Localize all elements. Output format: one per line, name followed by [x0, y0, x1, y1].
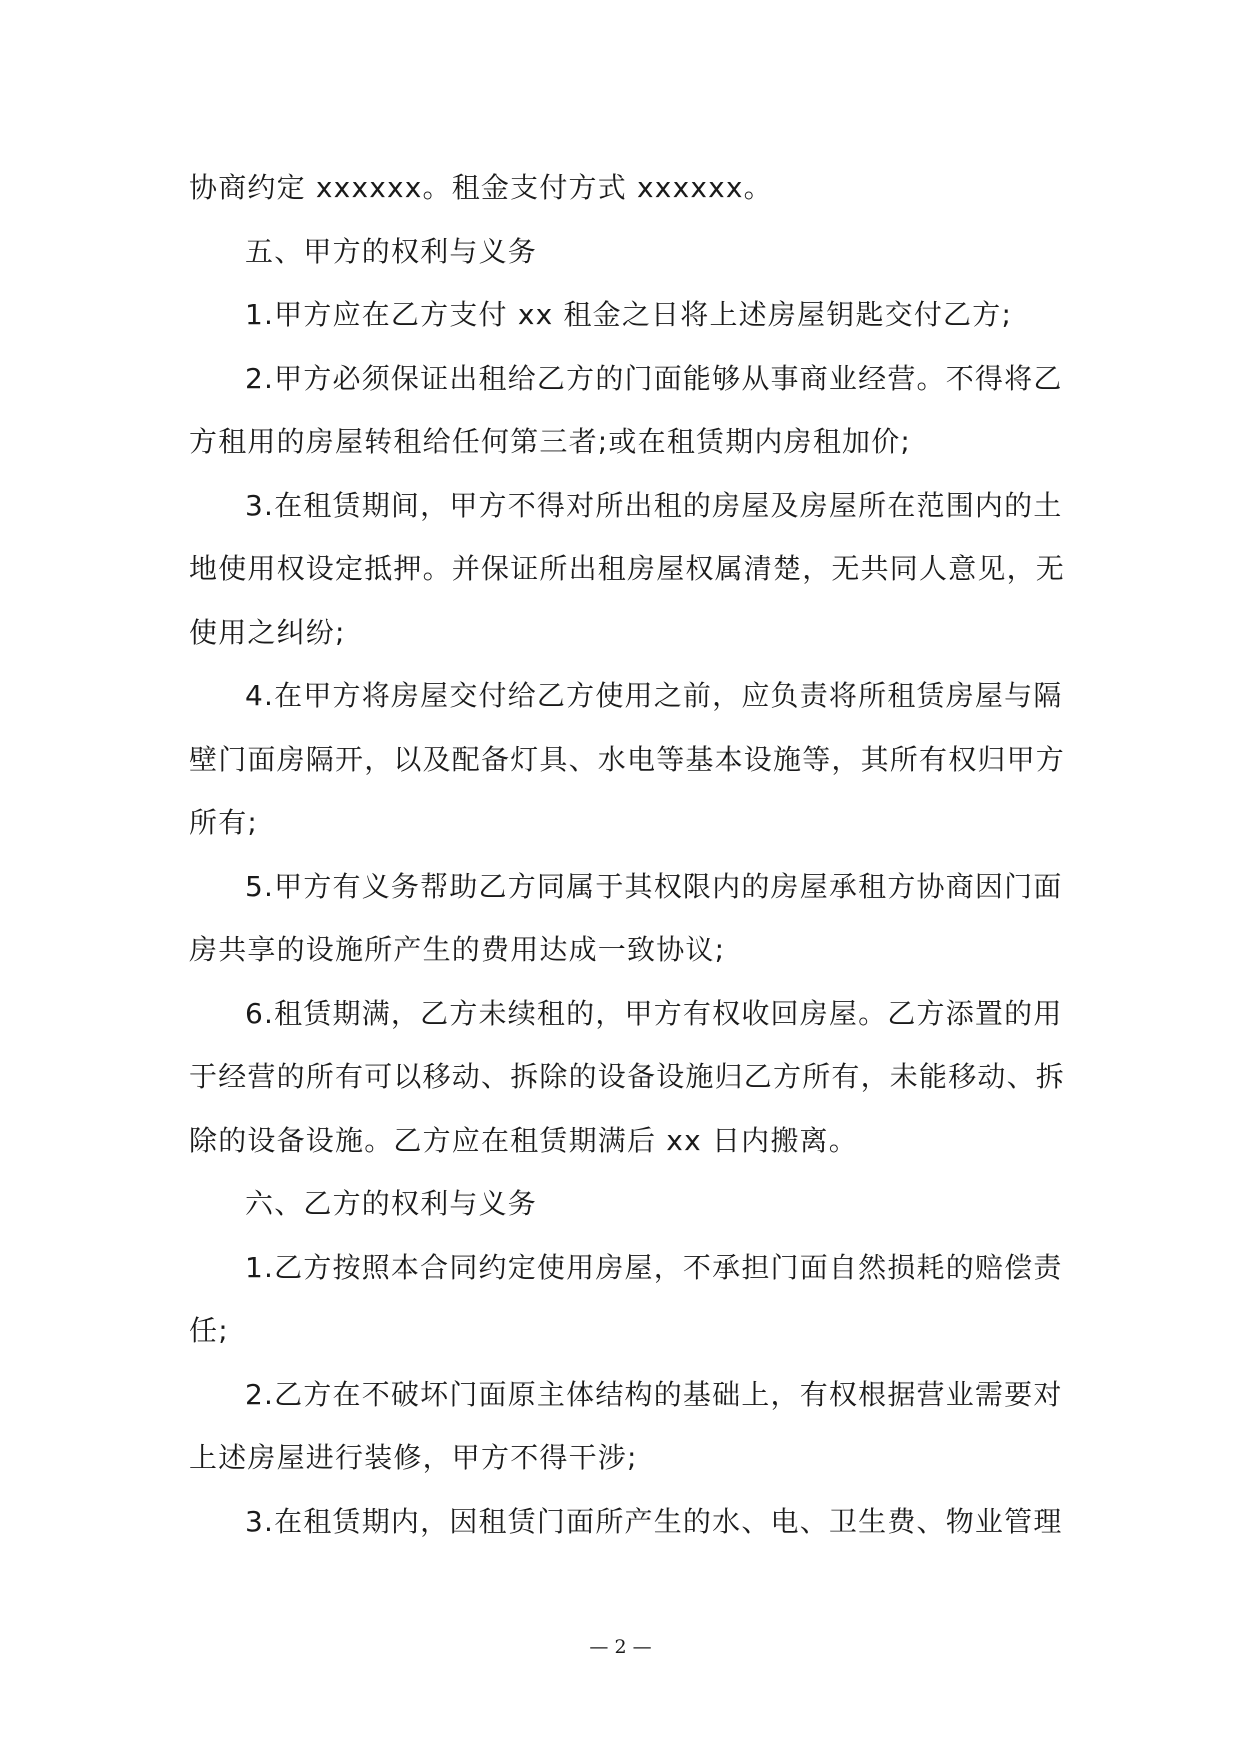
text-line: 任;	[189, 1314, 229, 1347]
text-line: 使用之纠纷;	[189, 615, 346, 649]
text-line: 六、乙方的权利与义务	[245, 1187, 538, 1220]
text-line: 除的设备设施。乙方应在租赁期满后 xx 日内搬离。	[189, 1123, 858, 1157]
text-line: 4.在甲方将房屋交付给乙方使用之前，应负责将所租赁房屋与隔	[245, 679, 1063, 712]
document-body	[189, 156, 1066, 1553]
text-line: 壁门面房隔开，以及配备灯具、水电等基本设施等，其所有权归甲方	[189, 742, 1066, 776]
text-line: 方租用的房屋转租给任何第三者;或在租赁期内房租加价;	[189, 425, 912, 458]
page-number: — 2 —	[589, 1636, 652, 1658]
text-line: 1.乙方按照本合同约定使用房屋，不承担门面自然损耗的赔偿责	[245, 1250, 1063, 1284]
text-line: 3.在租赁期内，因租赁门面所产生的水、电、卫生费、物业管理	[245, 1504, 1063, 1538]
text-line: 6.租赁期满，乙方未续租的，甲方有权收回房屋。乙方添置的用	[245, 996, 1063, 1030]
text-line: 协商约定 xxxxxx。租金支付方式 xxxxxx。	[189, 171, 773, 204]
text-line: 2.甲方必须保证出租给乙方的门面能够从事商业经营。不得将乙	[245, 361, 1063, 395]
text-line: 于经营的所有可以移动、拆除的设备设施归乙方所有，未能移动、拆	[189, 1060, 1066, 1093]
text-line: 5.甲方有义务帮助乙方同属于其权限内的房屋承租方协商因门面	[245, 869, 1063, 903]
text-line: 2.乙方在不破坏门面原主体结构的基础上，有权根据营业需要对	[245, 1377, 1063, 1411]
text-line: 1.甲方应在乙方支付 xx 租金之日将上述房屋钥匙交付乙方;	[245, 298, 1013, 331]
text-line: 房共享的设施所产生的费用达成一致协议;	[189, 933, 726, 966]
text-line: 所有;	[189, 806, 259, 839]
text-line: 地使用权设定抵押。并保证所出租房屋权属清楚，无共同人意见，无	[189, 552, 1066, 585]
text-line: 3.在租赁期间，甲方不得对所出租的房屋及房屋所在范围内的土	[245, 488, 1063, 522]
text-line: 五、甲方的权利与义务	[245, 234, 538, 268]
text-line: 上述房屋进行装修，甲方不得干涉;	[189, 1441, 638, 1474]
